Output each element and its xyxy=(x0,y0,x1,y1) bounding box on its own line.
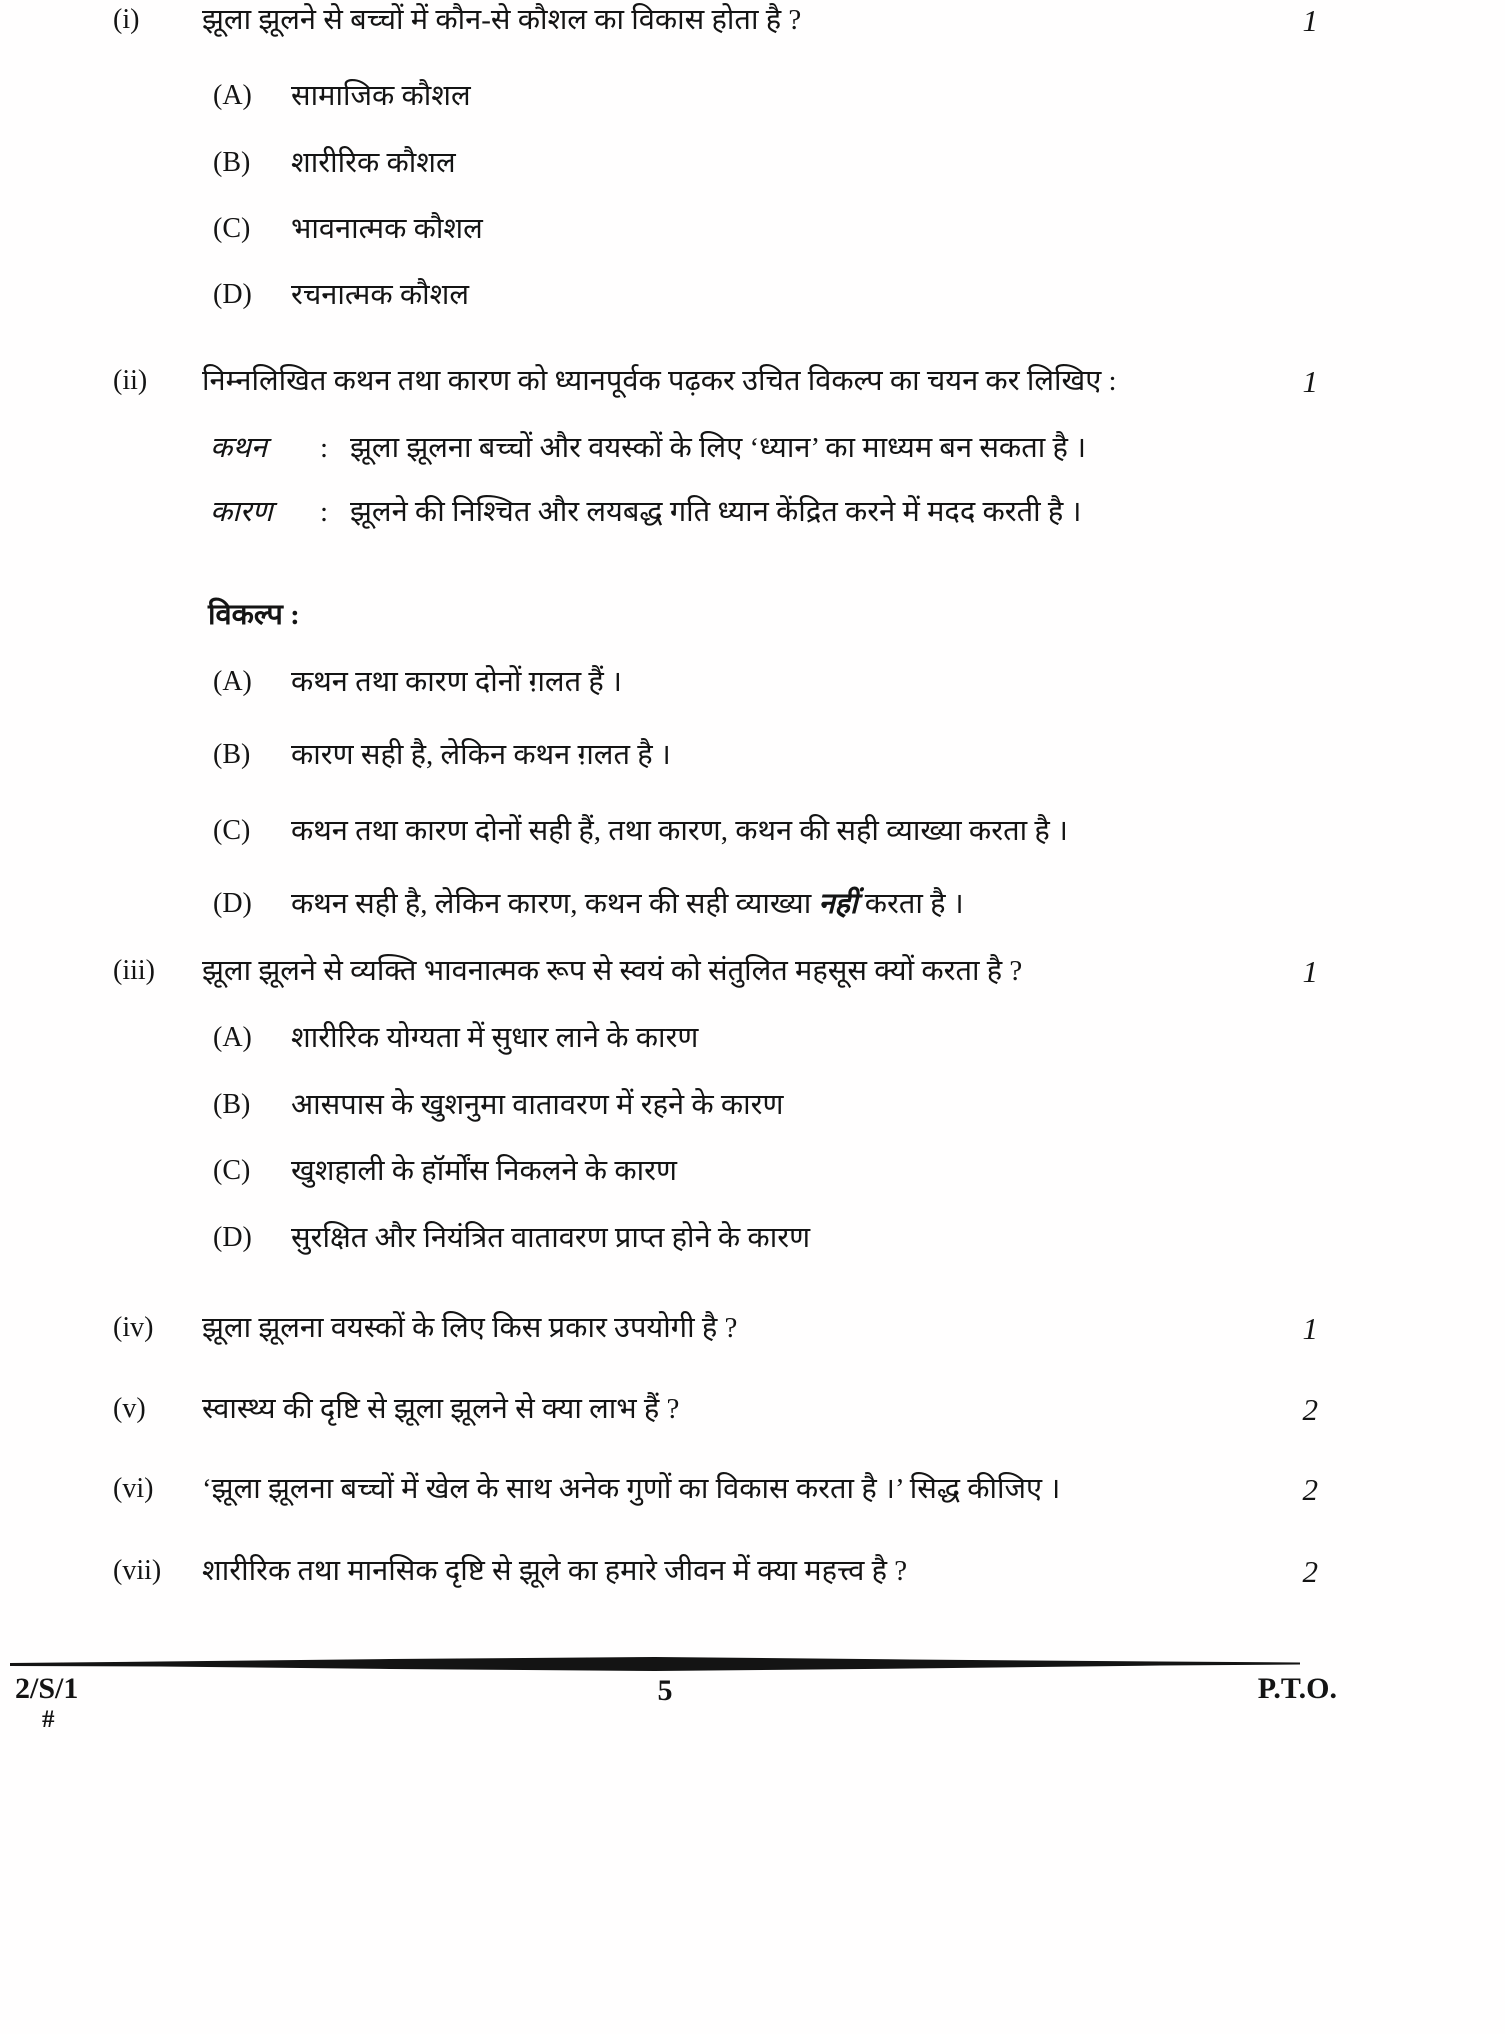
marks-value: 2 xyxy=(1302,1392,1318,1427)
option-text: खुशहाली के हॉर्मोंस निकलने के कारण xyxy=(291,1155,677,1187)
option-letter: (B) xyxy=(213,147,251,178)
page-number: 5 xyxy=(657,1674,673,1707)
option-letter: (D) xyxy=(213,1222,252,1253)
question-number: (iii) xyxy=(113,955,155,986)
question-text: निम्नलिखित कथन तथा कारण को ध्यानपूर्वक पढ़कर उचित विकल्प का चयन कर लिखिए : xyxy=(202,365,1117,397)
reason-label: कारण xyxy=(210,496,273,528)
option-text: शारीरिक योग्यता में सुधार लाने के कारण xyxy=(291,1022,699,1054)
option-letter: (C) xyxy=(213,213,251,244)
assertion-colon: : xyxy=(320,432,329,464)
paper-code: 2/S/1 xyxy=(15,1672,79,1705)
question-number: (v) xyxy=(113,1393,146,1424)
marks-value: 1 xyxy=(1302,3,1318,38)
option-letter: (A) xyxy=(213,666,252,697)
question-number: (ii) xyxy=(113,365,148,396)
question-text: झूला झूलना वयस्कों के लिए किस प्रकार उपयोगी है ? xyxy=(202,1312,738,1344)
marks-value: 1 xyxy=(1302,1311,1318,1346)
question-text: स्वास्थ्य की दृष्टि से झूला झूलने से क्या लाभ हैं ? xyxy=(202,1393,680,1425)
option-letter: (C) xyxy=(213,815,251,846)
option-text xyxy=(291,886,964,922)
option-text: आसपास के खुशनुमा वातावरण में रहने के कारण xyxy=(291,1089,784,1121)
option-letter: (D) xyxy=(213,888,252,919)
option-text: कथन तथा कारण दोनों ग़लत हैं । xyxy=(291,666,623,698)
option-letter: (C) xyxy=(213,1155,251,1186)
question-text: शारीरिक तथा मानसिक दृष्टि से झूले का हमारे जीवन में क्या महत्त्व है ? xyxy=(202,1555,908,1587)
marks-value: 2 xyxy=(1302,1472,1318,1507)
assertion-label: कथन xyxy=(210,432,267,464)
question-number: (i) xyxy=(113,4,140,35)
option-text: भावनात्मक कौशल xyxy=(291,213,483,245)
option-text: रचनात्मक कौशल xyxy=(291,279,470,311)
hash-mark: # xyxy=(42,1706,55,1733)
question-text: झूला झूलने से बच्चों में कौन-से कौशल का विकास होता है ? xyxy=(202,4,802,36)
question-text: ‘झूला झूलना बच्चों में खेल के साथ अनेक गुणों का विकास करता है ।’ सिद्ध कीजिए । xyxy=(202,1473,1061,1505)
option-text-post: करता है । xyxy=(857,888,964,920)
pto-label: P.T.O. xyxy=(1257,1672,1337,1705)
option-text-emphasis: नहीं xyxy=(818,888,858,920)
option-letter: (B) xyxy=(213,1089,251,1120)
option-letter: (B) xyxy=(213,739,251,770)
option-letter: (A) xyxy=(213,80,252,111)
options-heading: विकल्प : xyxy=(208,599,300,631)
reason-colon: : xyxy=(320,496,329,528)
option-text: कारण सही है, लेकिन कथन ग़लत है । xyxy=(291,739,671,771)
option-text: कथन तथा कारण दोनों सही हैं, तथा कारण, कथन की सही व्याख्या करता है । xyxy=(291,815,1068,847)
question-number: (vi) xyxy=(113,1473,154,1504)
footer-rule xyxy=(10,1656,1300,1672)
question-number: (vii) xyxy=(113,1555,162,1586)
question-text: झूला झूलने से व्यक्ति भावनात्मक रूप से स्वयं को संतुलित महसूस क्यों करता है ? xyxy=(202,955,1023,987)
question-number: (iv) xyxy=(113,1312,154,1343)
marks-value: 2 xyxy=(1302,1554,1318,1589)
marks-value: 1 xyxy=(1302,364,1318,399)
assertion-text: झूला झूलना बच्चों और वयस्कों के लिए ‘ध्यान’ का माध्यम बन सकता है । xyxy=(350,432,1087,464)
option-text-pre: कथन सही है, लेकिन कारण, कथन की सही व्याख्या xyxy=(291,888,819,920)
option-letter: (A) xyxy=(213,1022,252,1053)
option-text: सामाजिक कौशल xyxy=(291,80,471,112)
marks-value: 1 xyxy=(1302,954,1318,989)
option-text: शारीरिक कौशल xyxy=(291,147,456,179)
option-text: सुरक्षित और नियंत्रित वातावरण प्राप्त होने के कारण xyxy=(291,1222,811,1254)
reason-text: झूलने की निश्चित और लयबद्ध गति ध्यान केंद्रित करने में मदद करती है । xyxy=(350,496,1082,528)
option-letter: (D) xyxy=(213,279,252,310)
